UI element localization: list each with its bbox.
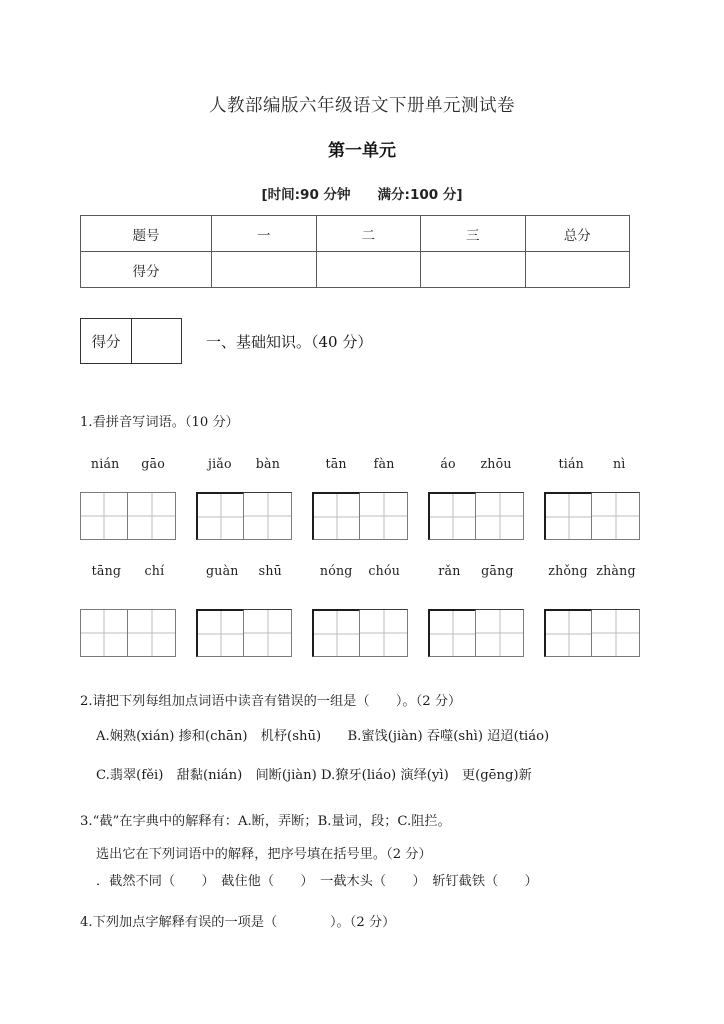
question-3-sub-prompt: 选出它在下列词语中的解释，把序号填在括号里。（2 分） — [96, 847, 432, 862]
pinyin-group — [80, 456, 176, 471]
writing-grid-cell[interactable] — [128, 492, 176, 540]
unit-subtitle: 第一单元 — [328, 141, 396, 161]
writing-grid-group[interactable] — [312, 609, 408, 657]
pinyin-group — [544, 456, 640, 471]
writing-grid-group[interactable] — [312, 492, 408, 540]
pinyin-syllable: gāng — [481, 563, 514, 578]
pinyin-syllable: nóng — [319, 563, 353, 578]
pinyin-syllable: zhōu — [480, 456, 512, 471]
score-header-q3: 三 — [421, 216, 526, 252]
pinyin-syllable: guàn — [206, 563, 239, 578]
writing-grid-cell[interactable] — [592, 492, 640, 540]
pinyin-syllable: nián — [90, 456, 120, 471]
writing-grid-cell[interactable] — [312, 492, 360, 540]
pinyin-syllable: jiǎo — [207, 456, 232, 471]
writing-grid-cell[interactable] — [80, 492, 128, 540]
pinyin-syllable: zhǒng — [548, 563, 588, 578]
writing-grid-cell[interactable] — [128, 609, 176, 657]
writing-grid-group[interactable] — [196, 609, 292, 657]
score-cell-total[interactable] — [525, 252, 630, 288]
pinyin-group — [312, 563, 408, 578]
table-row — [81, 252, 630, 288]
score-header-label: 题号 — [81, 216, 212, 252]
score-row-label: 得分 — [81, 252, 212, 288]
pinyin-group — [196, 563, 292, 578]
question-3-prompt: 3.“截”在字典中的解释有：A.断，弄断；B.量词，段；C.阻拦。 — [80, 814, 451, 829]
score-cell-q1[interactable] — [212, 252, 317, 288]
writing-grid-cell[interactable] — [592, 609, 640, 657]
page-title: 人教部编版六年级语文下册单元测试卷 — [209, 96, 515, 116]
question-2-options-line-2[interactable]: C.翡翠(fěi) 甜黏(nián) 间断(jiàn) D.獠牙(liáo) 演绎(yì) 更(gēng)新 — [96, 768, 532, 783]
writing-grid-group[interactable] — [428, 609, 524, 657]
writing-grid-cell[interactable] — [428, 492, 476, 540]
writing-grid-cell[interactable] — [196, 609, 244, 657]
section-score-box — [80, 318, 182, 364]
writing-grid-cell[interactable] — [80, 609, 128, 657]
writing-grid-cell[interactable] — [244, 609, 292, 657]
pinyin-syllable: gāo — [141, 456, 166, 471]
pinyin-syllable: fàn — [373, 456, 395, 471]
pinyin-group — [428, 563, 524, 578]
pinyin-syllable: nì — [612, 456, 626, 471]
pinyin-syllable: tāng — [91, 563, 122, 578]
pinyin-syllable: shū — [258, 563, 282, 578]
question-4-prompt: 4.下列加点字解释有误的一项是（ ）。（2 分） — [80, 915, 396, 930]
table-row — [81, 216, 630, 252]
score-cell-q3[interactable] — [421, 252, 526, 288]
exam-meta-info: [时间:90 分钟 满分:100 分] — [261, 187, 463, 203]
section-score-label: 得分 — [81, 319, 132, 363]
writing-grid-group[interactable] — [80, 492, 176, 540]
writing-grid-group[interactable] — [196, 492, 292, 540]
pinyin-syllable: tān — [325, 456, 347, 471]
writing-grid-cell[interactable] — [544, 492, 592, 540]
pinyin-group — [544, 563, 640, 578]
score-header-q1: 一 — [212, 216, 317, 252]
pinyin-syllable: áo — [440, 456, 456, 471]
pinyin-syllable: zhàng — [596, 563, 636, 578]
score-summary-table — [80, 215, 630, 288]
pinyin-group — [312, 456, 408, 471]
pinyin-syllable: bàn — [255, 456, 281, 471]
section-one-header — [80, 318, 372, 364]
writing-grid-cell[interactable] — [312, 609, 360, 657]
question-1-writing-grid-row-1 — [80, 492, 640, 544]
question-1-writing-grid-row-2 — [80, 609, 640, 661]
pinyin-group — [80, 563, 176, 578]
writing-grid-cell[interactable] — [360, 609, 408, 657]
writing-grid-group[interactable] — [428, 492, 524, 540]
question-3-items[interactable]: ．截然不同（ ） 截住他（ ） 一截木头（ ） 斩钉截铁（ ） — [96, 874, 538, 889]
writing-grid-cell[interactable] — [244, 492, 292, 540]
pinyin-syllable: chóu — [368, 563, 401, 578]
pinyin-group — [428, 456, 524, 471]
writing-grid-cell[interactable] — [360, 492, 408, 540]
score-header-total: 总分 — [525, 216, 630, 252]
question-1-pinyin-row-1 — [80, 456, 640, 476]
pinyin-group — [196, 456, 292, 471]
score-header-q2: 二 — [316, 216, 421, 252]
writing-grid-cell[interactable] — [544, 609, 592, 657]
question-1-pinyin-row-2 — [80, 563, 640, 583]
writing-grid-group[interactable] — [544, 609, 640, 657]
question-1-prompt: 1.看拼音写词语。（10 分） — [80, 415, 239, 430]
pinyin-syllable: chí — [144, 563, 165, 578]
section-title: 一、基础知识。（40 分） — [206, 332, 373, 351]
question-2-prompt: 2.请把下列每组加点词语中读音有错误的一组是（ ）。（2 分） — [80, 694, 462, 709]
writing-grid-cell[interactable] — [428, 609, 476, 657]
writing-grid-group[interactable] — [80, 609, 176, 657]
pinyin-syllable: tián — [558, 456, 584, 471]
question-2-options-line-1[interactable]: A.娴熟(xián) 掺和(chān) 机杼(shū) B.蜜饯(jiàn) 吞噬(shì) 迢迢(tiáo) — [96, 729, 550, 744]
writing-grid-cell[interactable] — [476, 492, 524, 540]
pinyin-syllable: rǎn — [438, 563, 461, 578]
writing-grid-group[interactable] — [544, 492, 640, 540]
score-cell-q2[interactable] — [316, 252, 421, 288]
writing-grid-cell[interactable] — [476, 609, 524, 657]
writing-grid-cell[interactable] — [196, 492, 244, 540]
section-score-input[interactable] — [132, 319, 181, 363]
